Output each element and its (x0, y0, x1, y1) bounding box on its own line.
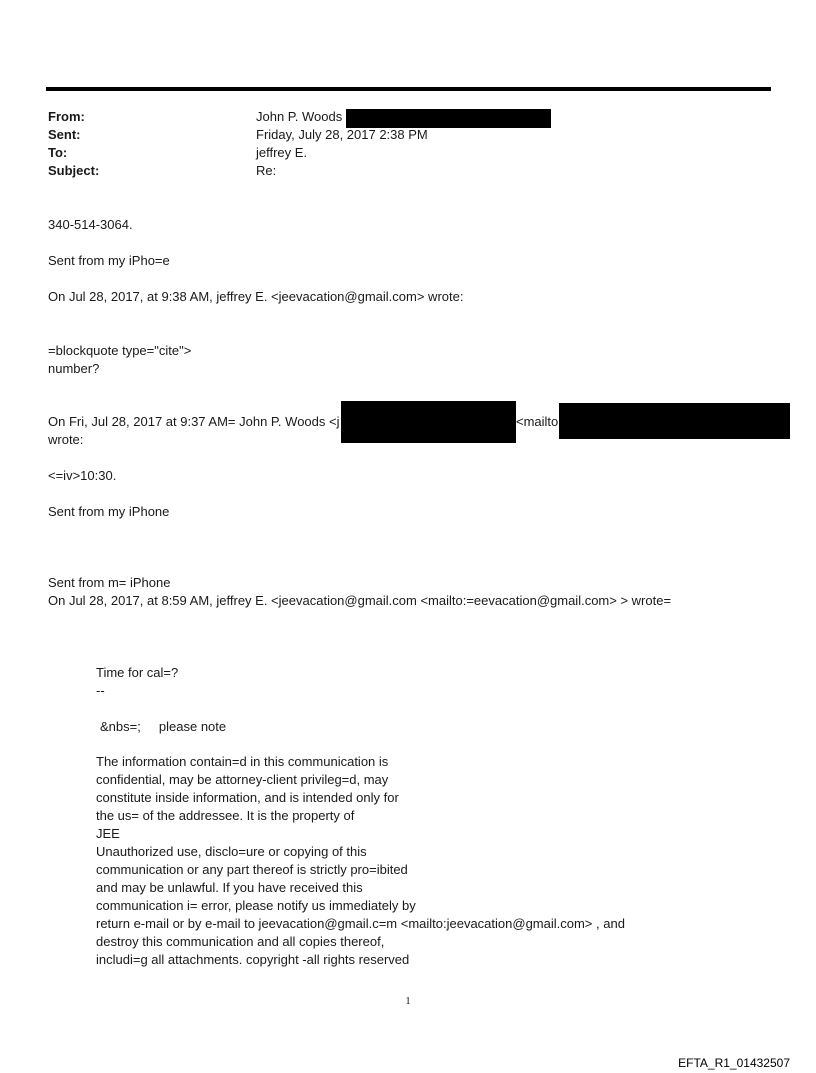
wrote-line: wrote: (48, 432, 84, 447)
reply-header-3: On Jul 28, 2017, at 8:59 AM, jeffrey E. <jeevacation@gmail.com <mailto:=eevacation@gmail.com> > wrote= (48, 593, 672, 608)
subject-value: Re: (256, 163, 277, 178)
disclaimer-line: includi=g all attachments. copyright -all rights reserved (96, 952, 410, 967)
header-rule (46, 87, 771, 91)
from-label: From: (48, 109, 85, 124)
to-value: jeffrey E. (256, 145, 308, 160)
page-number: 1 (405, 995, 411, 1007)
disclaimer-line: The information contain=d in this communication is (96, 754, 389, 769)
disclaimer-line: Unauthorized use, disclo=ure or copying of this (96, 844, 367, 859)
redaction-email-2 (559, 403, 790, 439)
disclaimer-line: confidential, may be attorney-client privileg=d, may (96, 772, 389, 787)
phone-number: 340-514-3064. (48, 217, 133, 232)
disclaimer-line: communication i= error, please notify us immediately by (96, 898, 416, 913)
please-note: &nbs=; please note (100, 719, 227, 734)
sent-label: Sent: (48, 127, 81, 142)
disclaimer-line: JEE (96, 826, 120, 841)
reply-header-2b: <mailto (516, 414, 559, 429)
sent-value: Friday, July 28, 2017 2:38 PM (256, 127, 428, 142)
disclaimer-line: and may be unlawful. If you have received this (96, 880, 363, 895)
disclaimer-line: communication or any part thereof is strictly pro=ibited (96, 862, 408, 877)
time-for-call: Time for cal=? (96, 665, 179, 680)
to-label: To: (48, 145, 68, 160)
from-value: John P. Woods (256, 109, 343, 124)
disclaimer-line: the us= of the addressee. It is the property of (96, 808, 355, 823)
number-question: number? (48, 361, 100, 376)
blockquote-line: =blockquote type="cite"> (48, 343, 192, 358)
signature-dashes: -- (96, 683, 105, 698)
subject-label: Subject: (48, 163, 100, 178)
sent-from-line-2: Sent from my iPhone (48, 504, 170, 519)
sent-from-line-1: Sent from my iPho=e (48, 253, 170, 268)
sent-from-line-3: Sent from m= iPhone (48, 575, 171, 590)
document-id: EFTA_R1_01432507 (678, 1056, 790, 1070)
disclaimer-line: return e-mail or by e-mail to jeevacation@gmail.c=m <mailto:jeevacation@gmail.com> , and (96, 916, 625, 931)
time-line: <=iv>10:30. (48, 468, 117, 483)
reply-header-2a: On Fri, Jul 28, 2017 at 9:37 AM= John P. Woods <j (48, 414, 340, 429)
disclaimer-line: destroy this communication and all copies thereof, (96, 934, 385, 949)
redaction-email-1 (341, 401, 516, 443)
reply-header-1: On Jul 28, 2017, at 9:38 AM, jeffrey E. <jeevacation@gmail.com> wrote: (48, 289, 464, 304)
disclaimer-line: constitute inside information, and is intended only for (96, 790, 399, 805)
